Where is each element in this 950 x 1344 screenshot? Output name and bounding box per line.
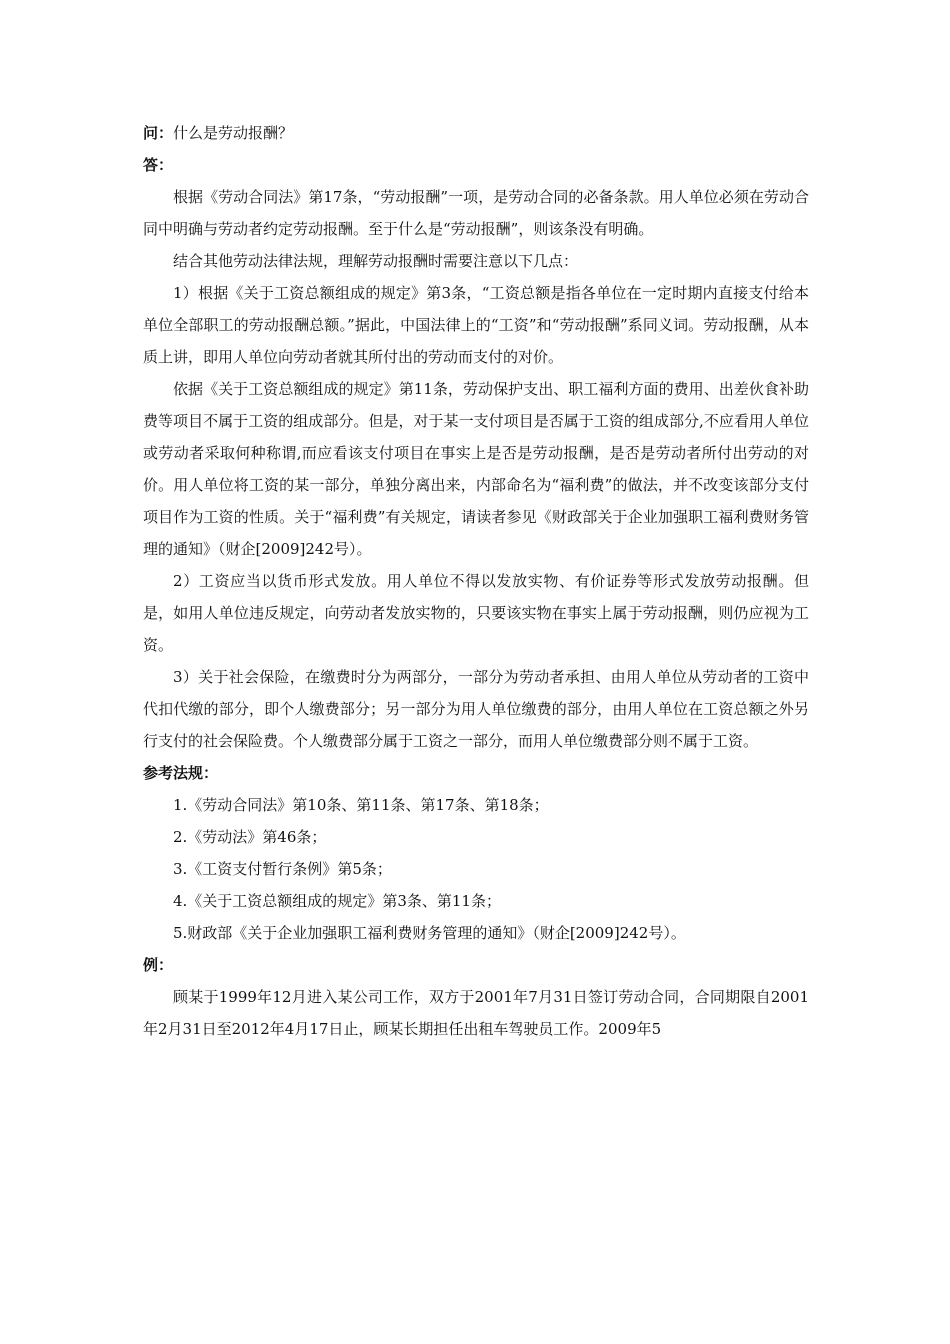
example-paragraph: 顾某于1999年12月进入某公司工作，双方于2001年7月31日签订劳动合同，合同期限自2001年2月31日至2012年4月17日止，顾某长期担任出租车驾驶员工作。2009年5 — [143, 988, 809, 1038]
answer-paragraph: 3）关于社会保险，在缴费时分为两部分，一部分为劳动者承担、由用人单位从劳动者的工资中代扣代缴的部分，即个人缴费部分；另一部分为用人单位缴费的部分，由用人单位在工资总额之外另行支付的社会保险费。个人缴费部分属于工资之一部分，而用人单位缴费部分则不属于工资。 — [143, 668, 809, 750]
answer-paragraph: 结合其他劳动法律法规，理解劳动报酬时需要注意以下几点： — [173, 252, 579, 270]
reference-item: 4.《关于工资总额组成的规定》第3条、第11条； — [173, 892, 501, 910]
answer-paragraph: 根据《劳动合同法》第17条，“劳动报酬”一项，是劳动合同的必备条款。用人单位必须在劳动合同中明确与劳动者约定劳动报酬。至于什么是“劳动报酬”，则该条没有明确。 — [143, 188, 809, 238]
question-line — [143, 117, 809, 149]
reference-item: 2.《劳动法》第46条； — [173, 828, 327, 846]
reference-item: 5.财政部《关于企业加强职工福利费财务管理的通知》（财企[2009]242号）。 — [173, 924, 686, 942]
answer-paragraph: 1）根据《关于工资总额组成的规定》第3条，“工资总额是指各单位在一定时期内直接支付给本单位全部职工的劳动报酬总额。”据此，中国法律上的“工资”和“劳动报酬”系同义词。劳动报酬，从本质上讲，即用人单位向劳动者就其所付出的劳动而支付的对价。 — [143, 284, 809, 366]
question-label: 问： — [143, 124, 174, 142]
example-label: 例： — [143, 956, 174, 974]
answer-paragraph: 2）工资应当以货币形式发放。用人单位不得以发放实物、有价证券等形式发放劳动报酬。但是，如用人单位违反规定，向劳动者发放实物的，只要该实物在事实上属于劳动报酬，则仍应视为工资。 — [143, 572, 809, 654]
references-label: 参考法规： — [143, 764, 219, 782]
document-body — [143, 117, 809, 1045]
question-text: 什么是劳动报酬？ — [173, 124, 294, 142]
reference-item: 3.《工资支付暂行条例》第5条； — [173, 860, 392, 878]
answer-paragraph: 依据《关于工资总额组成的规定》第11条，劳动保护支出、职工福利方面的费用、出差伙食补助费等项目不属于工资的组成部分。但是，对于某一支付项目是否属于工资的组成部分,不应看用人单位或劳动者采取何种称谓,而应看该支付项目在事实上是否是劳动报酬，是否是劳动者所付出劳动的对价。用人单位将工资的某一部分，单独分离出来，内部命名为“福利费”的做法，并不改变该部分支付项目作为工资的性质。关于“福利费”有关规定，请读者参见《财政部关于企业加强职工福利费财务管理的通知》（财企[2009]242号）。 — [143, 380, 809, 558]
reference-item: 1.《劳动合同法》第10条、第11条、第17条、第18条； — [173, 796, 549, 814]
answer-label: 答： — [143, 156, 174, 174]
